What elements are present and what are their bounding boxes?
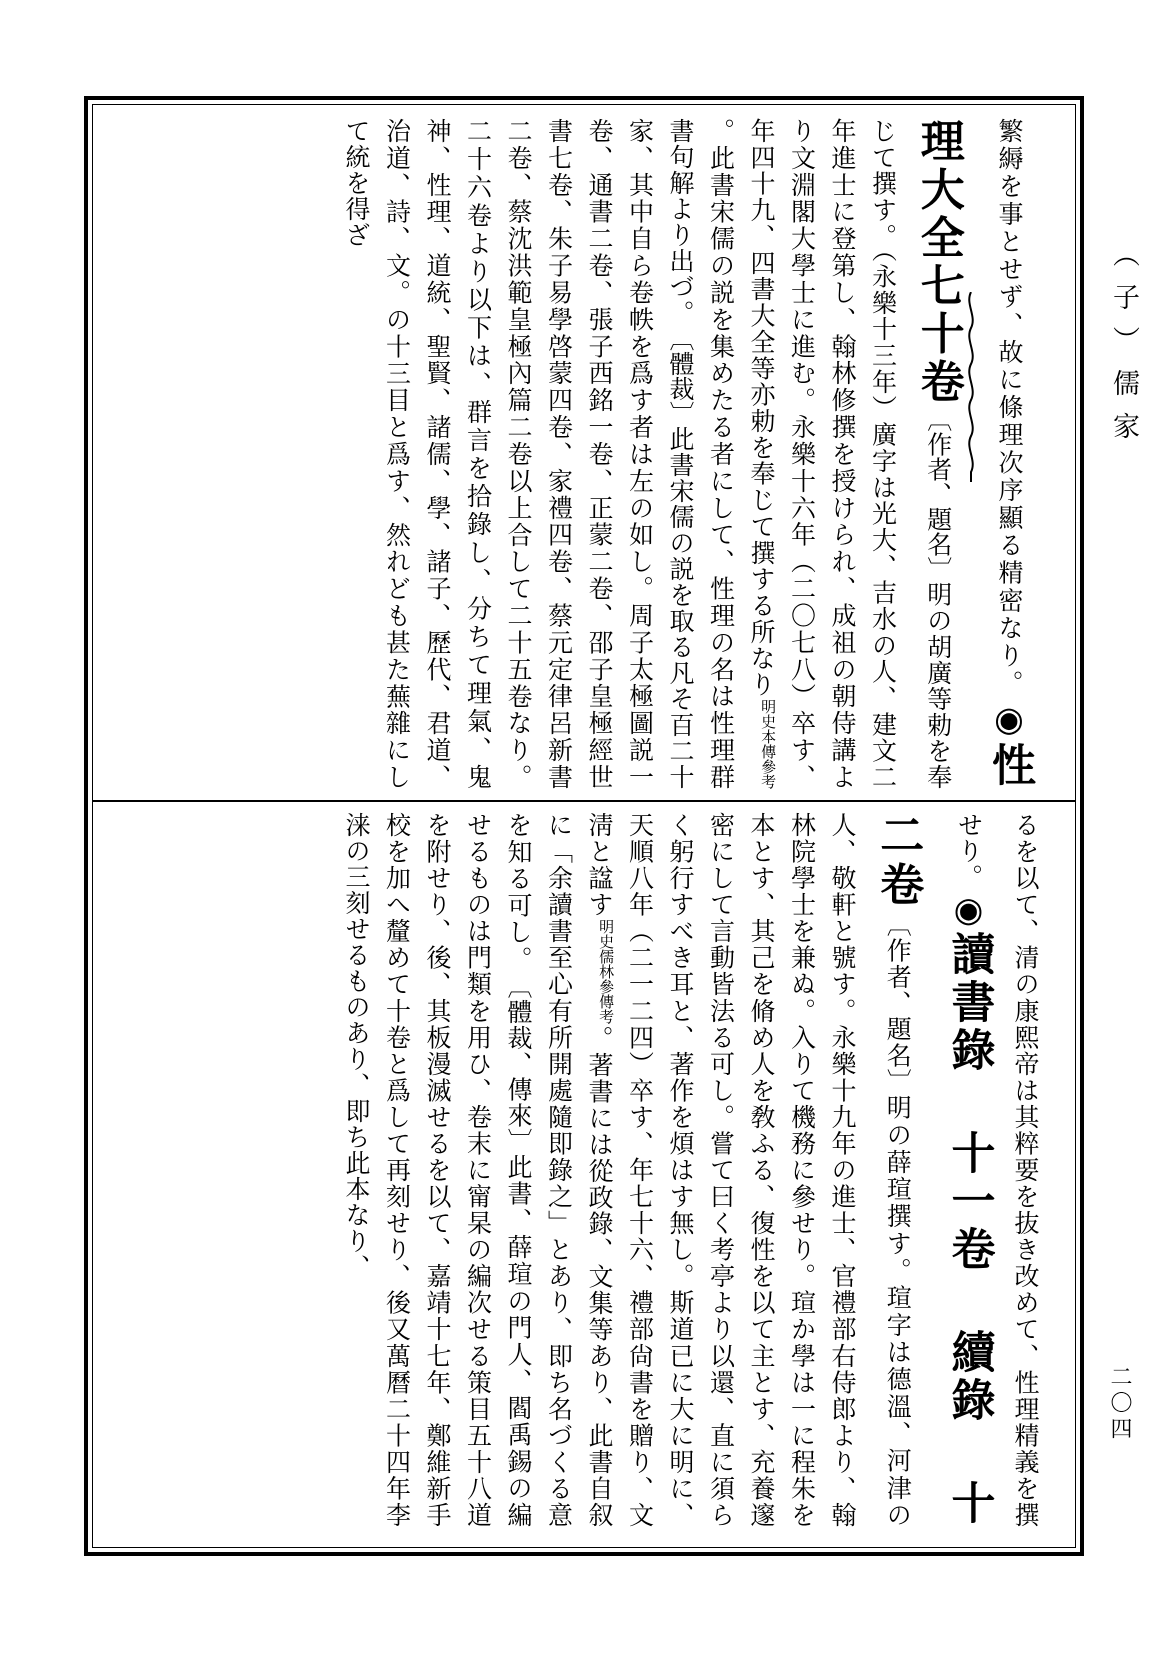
bottom-lead-text: るを以て、清の康熙帝は其粹要を抜き改めて、性理精義を撰せり。 <box>954 812 1040 1528</box>
top-form-tag: 〔體裁〕 <box>665 326 695 426</box>
article-dokushoroku <box>105 812 1045 1528</box>
top-contents-text: 周子太極圖説一卷、通書二卷、張子西銘一卷、正蒙二卷、邵子皇極經世書七卷、朱子易學啓蒙四卷、家禮四卷、蔡元定律呂新書二卷、蔡沈洪範皇極內篇二卷 <box>503 118 655 791</box>
top-author-text2: 。此書宋儒の説を集めたる者にして、性理の名は性理群書句解より出づ。 <box>665 118 736 790</box>
bottom-author-source-note: 明史儒林參傳考 <box>597 918 616 1024</box>
top-topics-text: 理氣、鬼神、性理、道統、聖賢、諸儒、學、諸子、歷代、君道、治道、詩、文。 <box>382 118 493 791</box>
top-author-source-note: 明史本傳參考 <box>759 699 778 789</box>
bottom-author-text: 明の薛瑄撰す。瑄字は德溫、河津の人、敬軒と號す。永樂十九年の進士、官禮部右侍郎より、翰林院學士を兼ぬ。入りて機務に參せり。瑄か學は一に程朱を本とす、其己を脩め人を敎ふる、復性を以て主とす、充養邃密にして言動皆法る可し。嘗て曰く考亭より以還、直に須らく躬行すべき耳と、著作を煩はす無し。斯道已に大に明に、天順八年（二一二四）卒す、年七十六、禮部尙書を贈り、文淸と諡す <box>584 812 913 1529</box>
top-lead-text: 繁縟を事とせず、故に條理次序顯る精密なり。 <box>995 118 1024 698</box>
bullet-icon: ◉ <box>989 697 1029 743</box>
section-divider <box>92 800 1076 802</box>
top-form-text: 此書宋儒の説を取る凡そ百二十家、其中自ら卷帙を爲す者は左の如し。 <box>625 118 695 790</box>
top-article-title: 性理大全七十卷 <box>912 118 1035 791</box>
running-head: （子）儒家 <box>1108 240 1139 455</box>
top-author-text: 明の胡廣等勅を奉じて撰す。（永樂十三年）廣字は光大、吉水の人、建文二年進士に登第し、翰林修撰を授けられ、成祖の朝侍講より文淵閣大學士に進む。永樂十六年（二〇七八）卒す、年四十九、四書大全等亦勅を奉じて撰する所なり <box>746 118 953 791</box>
bottom-article-title: 讀書錄 十一卷 續錄 十二卷 <box>872 812 995 1528</box>
bottom-form-tag: 〔體裁、傳來〕 <box>503 972 533 1154</box>
bottom-author-text2: 。著書には從政錄、文集等あり、此書自叙に「余讀書至心有所開處隨即錄之」とあり、即ち名づくる意を知る可し。 <box>503 812 614 1529</box>
page-number: 二〇四 <box>1107 1365 1132 1443</box>
article-seiri-daizen <box>105 118 1045 790</box>
bottom-author-tag: 〔作者、題名〕 <box>883 910 913 1095</box>
bullet-icon: ◉ <box>948 890 989 931</box>
top-author-tag: 〔作者、題名〕 <box>923 406 953 582</box>
top-sum-text: 以上合して二十五卷なり。二十六卷より以下は、群言を拾錄し、分ちて <box>463 118 533 791</box>
top-tail-text: の十三目と爲す、然れども甚た蕪雜にして統を得ざ <box>341 118 412 791</box>
bottom-form-text: 此書、薛瑄の門人、閻禹錫の編せるものは門類を用ひ、卷末に甯杲の編次せる策目五十八道を附せり、後、其板漫滅せるを以て、嘉靖十七年、鄭維新手校を加へ釐めて十卷と爲して再刻せり、後又萬曆二十四年李涞の三刻せるものあり、即ち此本なり、 <box>341 812 533 1529</box>
